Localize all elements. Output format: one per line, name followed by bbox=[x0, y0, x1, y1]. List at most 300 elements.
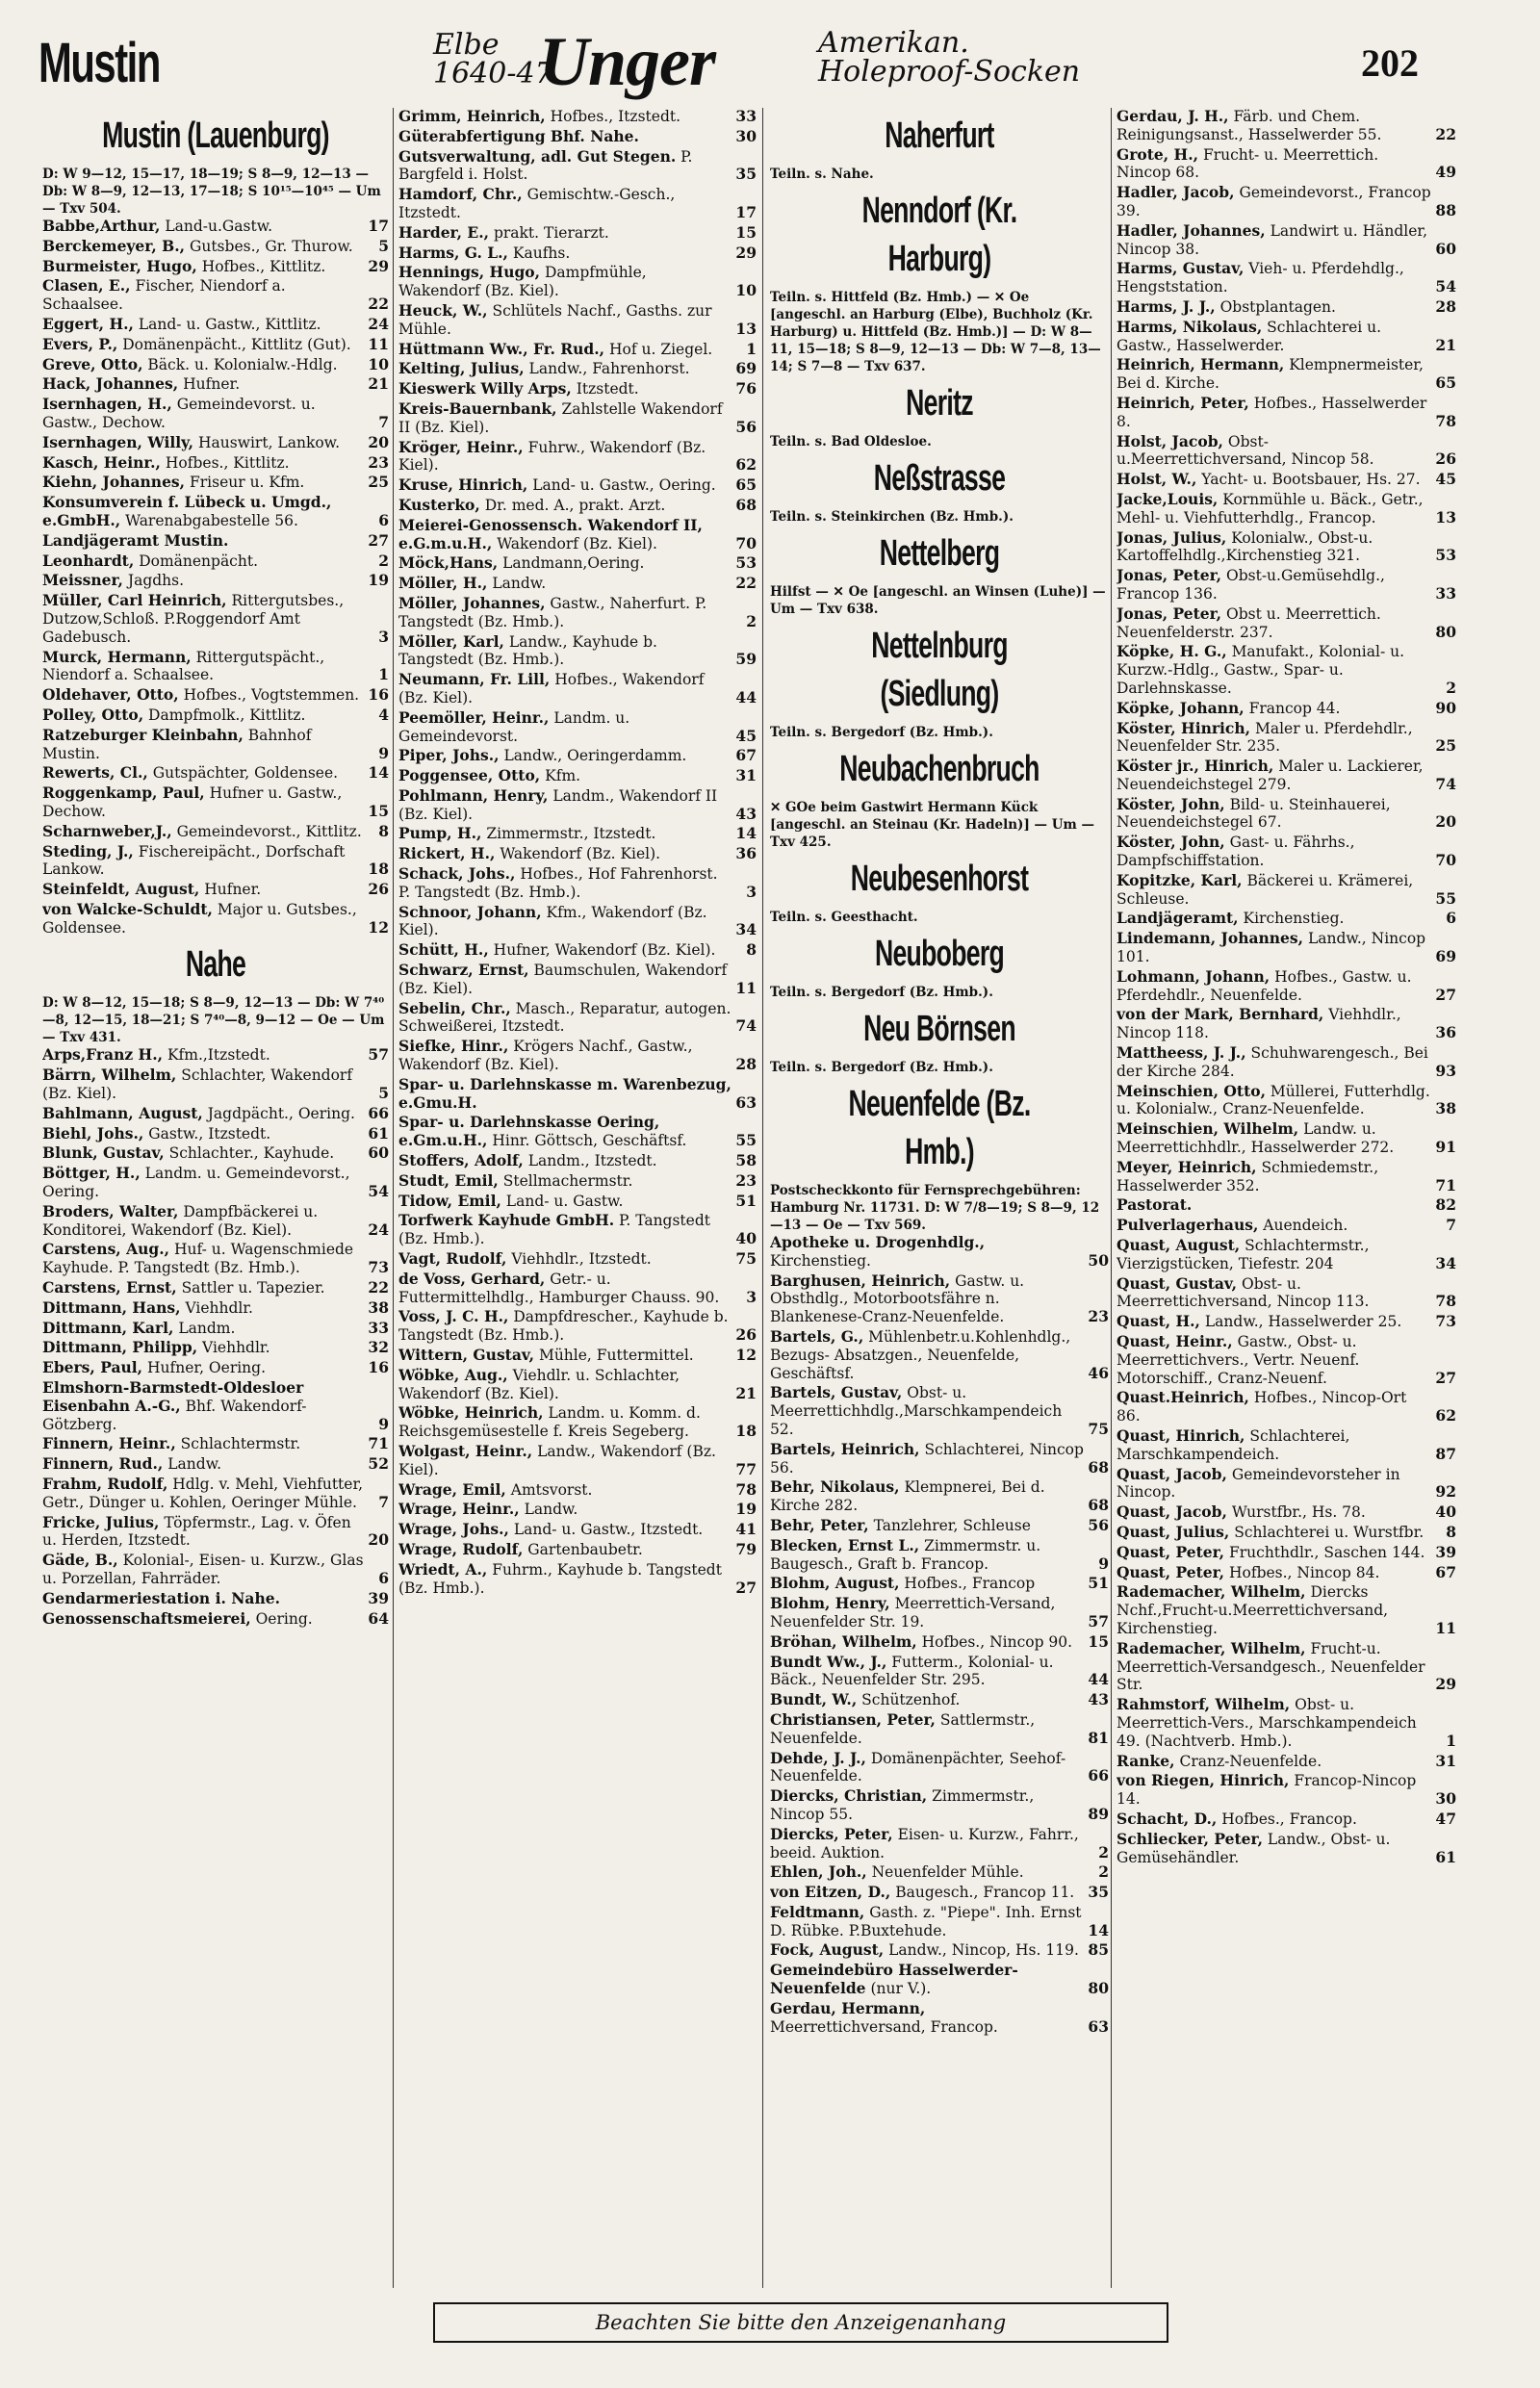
directory-entry bbox=[398, 1347, 757, 1365]
entry-name: Torfwerk Kayhude GmbH. bbox=[398, 1211, 615, 1230]
entry-name: Dittmann, Philipp, bbox=[42, 1338, 198, 1357]
footer-notice: Beachten Sie bitte den Anzeigenanhang bbox=[433, 2302, 1168, 2343]
entry-phone-number: 35 bbox=[735, 165, 757, 184]
entry-name: Wolgast, Heinr., bbox=[398, 1441, 533, 1460]
entry-phone-number: 18 bbox=[368, 860, 389, 879]
directory-entry bbox=[398, 941, 757, 960]
entry-phone-number: 69 bbox=[1435, 947, 1456, 966]
entry-detail: Gast- u. Fährhs., Dampfschiffstation. bbox=[1116, 834, 1355, 870]
entry-name: Apotheke u. Drogenhdlg., bbox=[770, 1233, 986, 1251]
entry-name: Scharnweber,J., bbox=[42, 821, 172, 840]
entry-phone-number: 55 bbox=[1435, 888, 1456, 908]
entry-name: Landjägeramt, bbox=[1116, 909, 1239, 928]
entry-detail: Landw., Oeringerdamm. bbox=[503, 747, 687, 765]
entry-detail: Fuhrm., Kayhude b. Tangstedt (Bz. Hmb.). bbox=[398, 1560, 722, 1597]
entry-phone-number: 11 bbox=[735, 978, 757, 997]
entry-name: Wittern, Gustav, bbox=[398, 1346, 535, 1364]
directory-entry bbox=[1116, 757, 1456, 794]
entry-name: Kusterko, bbox=[398, 495, 480, 514]
entry-phone-number: 14 bbox=[1088, 1920, 1109, 1939]
entry-phone-number: 74 bbox=[1435, 774, 1456, 793]
entry-detail: Gemeindevorst. u. Gastw., Dechow. bbox=[42, 396, 316, 431]
entry-name: Sebelin, Chr., bbox=[398, 998, 511, 1017]
entry-name: Siefke, Hinr., bbox=[398, 1037, 509, 1056]
directory-entry bbox=[42, 532, 389, 551]
directory-entry bbox=[1116, 1044, 1456, 1081]
entry-phone-number: 73 bbox=[1435, 1312, 1456, 1331]
directory-entry bbox=[42, 552, 389, 571]
entry-phone-number: 15 bbox=[368, 801, 389, 820]
entry-phone-number: 3 bbox=[746, 1287, 757, 1306]
entry-phone-number: 2 bbox=[746, 611, 757, 630]
entry-phone-number: 58 bbox=[735, 1151, 757, 1170]
entry-name: Harms, J. J., bbox=[1116, 296, 1216, 316]
entry-detail: Domänenpächt. bbox=[139, 552, 259, 570]
directory-entry bbox=[1116, 910, 1456, 928]
entry-detail: Obst-u.Gemüsehdlg., Francop 136. bbox=[1116, 567, 1385, 603]
town-note: ✕ GOe beim Gastwirt Hermann Kück [angeschl. an Steinau (Kr. Hadeln)] — Um — Txv 425. bbox=[770, 800, 1094, 850]
entry-detail: Amtsvorst. bbox=[510, 1480, 593, 1499]
entry-name: Broders, Walter, bbox=[42, 1201, 179, 1220]
directory-entry bbox=[42, 706, 389, 725]
entry-phone-number: 81 bbox=[1088, 1728, 1109, 1747]
entry-name: Bröhan, Wilhelm, bbox=[770, 1631, 917, 1651]
entry-detail: (nur V.). bbox=[870, 1980, 932, 1998]
entry-name: von der Mark, Bernhard, bbox=[1116, 1005, 1324, 1024]
directory-entry bbox=[398, 1308, 757, 1345]
directory-entry bbox=[1116, 1159, 1456, 1195]
entry-name: Grimm, Heinrich, bbox=[398, 108, 546, 125]
directory-entry bbox=[398, 108, 757, 126]
directory-entry bbox=[398, 439, 757, 475]
entry-phone-number: 69 bbox=[735, 359, 757, 378]
directory-entry bbox=[398, 1038, 757, 1074]
directory-entry bbox=[42, 1320, 389, 1338]
directory-entry bbox=[42, 238, 389, 256]
directory-entry bbox=[42, 1435, 389, 1453]
entry-name: Schack, Johs., bbox=[398, 864, 516, 884]
entry-name: Wrage, Emil, bbox=[398, 1479, 506, 1499]
directory-entry bbox=[1116, 260, 1456, 296]
entry-phone-number: 56 bbox=[735, 417, 757, 436]
directory-entry bbox=[1116, 1583, 1456, 1637]
entry-name: Kasch, Heinr., bbox=[42, 452, 161, 472]
directory-entry bbox=[398, 1114, 757, 1150]
entry-phone-number: 8 bbox=[378, 821, 389, 840]
entry-name: Gendarmeriestation i. Nahe. bbox=[42, 1588, 280, 1607]
directory-entry bbox=[42, 592, 389, 646]
directory-entry bbox=[42, 901, 389, 937]
entry-name: Burmeister, Hugo, bbox=[42, 256, 197, 275]
entry-detail: Dampfdrescher., Kayhude b. Tangstedt (Bz. Hmb.). bbox=[398, 1308, 729, 1345]
entry-detail: Francop 44. bbox=[1248, 699, 1341, 717]
directory-entry bbox=[398, 148, 757, 185]
entry-name: Hack, Johannes, bbox=[42, 374, 179, 394]
entry-phone-number: 77 bbox=[735, 1459, 757, 1478]
entry-name: Carstens, Ernst, bbox=[42, 1278, 177, 1297]
directory-entry bbox=[398, 186, 757, 222]
entry-detail: Hufner u. Gastw., Dechow. bbox=[42, 784, 343, 820]
directory-entry bbox=[42, 881, 389, 899]
entry-phone-number: 31 bbox=[735, 766, 757, 785]
entry-name: Lohmann, Johann, bbox=[1116, 966, 1270, 986]
entry-name: Roggenkamp, Paul, bbox=[42, 783, 205, 803]
entry-phone-number: 34 bbox=[735, 920, 757, 939]
entry-phone-number: 36 bbox=[735, 844, 757, 863]
entry-name: Babbe,Arthur, bbox=[42, 217, 161, 235]
entry-phone-number: 53 bbox=[735, 553, 757, 573]
entry-detail: Land- u. Gastw., Itzstedt. bbox=[513, 1521, 704, 1539]
entry-detail: Kirchenstieg. bbox=[1243, 910, 1345, 928]
directory-entry bbox=[42, 1105, 389, 1123]
entry-detail: Hofbes., Hof Fahrenhorst. P. Tangstedt (Bz. Hmb.). bbox=[398, 865, 718, 901]
entry-name: Eggert, H., bbox=[42, 314, 134, 333]
entry-phone-number: 6 bbox=[1446, 909, 1456, 928]
entry-detail: Obst-u.Meerrettichversand, Nincop 58. bbox=[1116, 432, 1374, 469]
entry-phone-number: 52 bbox=[368, 1454, 389, 1474]
entry-detail: Gastw., Naherfurt. P. Tangstedt (Bz. Hmb.). bbox=[398, 594, 707, 630]
entry-name: Rewerts, Cl., bbox=[42, 763, 148, 783]
entry-detail: Meerrettich-Versand, Neuenfelder Str. 19. bbox=[770, 1595, 1056, 1631]
entry-name: Hadler, Jacob, bbox=[1116, 183, 1235, 202]
entry-name: Heinrich, Peter, bbox=[1116, 393, 1249, 412]
directory-entry bbox=[1116, 1466, 1456, 1502]
entry-name: Gäde, B., bbox=[42, 1551, 118, 1570]
entry-phone-number: 26 bbox=[1435, 449, 1456, 469]
directory-entry bbox=[770, 1441, 1109, 1477]
directory-entry bbox=[42, 218, 389, 236]
entry-detail: Schmiedemstr., Hasselwerder 352. bbox=[1116, 1158, 1379, 1194]
entry-phone-number: 33 bbox=[1435, 583, 1456, 603]
entry-detail: Landm., Wakendorf II (Bz. Kiel). bbox=[398, 786, 718, 823]
entry-detail: Mühle, Futtermittel. bbox=[538, 1347, 694, 1364]
entry-name: Köster jr., Hinrich, bbox=[1116, 757, 1274, 776]
entry-name: Jonas, Peter, bbox=[1116, 603, 1222, 623]
entry-phone-number: 2 bbox=[1098, 1842, 1109, 1862]
entry-phone-number: 63 bbox=[1088, 2016, 1109, 2036]
directory-entry bbox=[770, 1537, 1109, 1574]
entry-detail: Dampfmolk., Kittlitz. bbox=[148, 706, 306, 724]
entry-detail: Land-u.Gastw. bbox=[165, 218, 273, 235]
entry-detail: Hofbes., Nincop-Ort 86. bbox=[1116, 1389, 1407, 1425]
directory-entry bbox=[770, 1595, 1109, 1631]
directory-entry bbox=[1116, 1083, 1456, 1119]
entry-name: Heuck, W., bbox=[398, 300, 488, 320]
entry-phone-number: 28 bbox=[735, 1055, 757, 1074]
directory-entry bbox=[42, 434, 389, 452]
entry-phone-number: 82 bbox=[1435, 1195, 1456, 1215]
entry-detail: Hofbes., Itzstedt. bbox=[550, 108, 681, 125]
directory-entry bbox=[42, 336, 389, 354]
entry-name: Schnoor, Johann, bbox=[398, 902, 542, 921]
entry-detail: Kolonialw., Obst-u. Kartoffelhdlg.,Kirchenstieg 321. bbox=[1116, 528, 1373, 565]
entry-name: de Voss, Gerhard, bbox=[398, 1269, 546, 1288]
directory-entry bbox=[42, 1144, 389, 1163]
ad-right-text: Amerikan. Holeproof-Socken bbox=[818, 26, 1081, 89]
entry-name: Wöbke, Aug., bbox=[398, 1365, 508, 1384]
entry-detail: Getr.- u. Futtermittelhdlg., Hamburger Chauss. 90. bbox=[398, 1270, 720, 1306]
entry-name: Güterabfertigung Bhf. Nahe. bbox=[398, 126, 639, 145]
entry-name: Rahmstorf, Wilhelm, bbox=[1116, 1695, 1291, 1714]
directory-entry bbox=[1116, 1196, 1456, 1215]
entry-name: Bartels, G., bbox=[770, 1326, 864, 1346]
entry-phone-number: 31 bbox=[1435, 1751, 1456, 1770]
entry-phone-number: 60 bbox=[368, 1143, 389, 1163]
directory-entry bbox=[398, 1172, 757, 1191]
entry-detail: Fruchthdlr., Saschen 144. bbox=[1229, 1543, 1425, 1561]
entry-detail: Schlachterei, Marschkampendeich. bbox=[1116, 1426, 1350, 1463]
entry-detail: Gasth. z. "Piepe". Inh. Ernst D. Rübke. P.Buxtehude. bbox=[770, 1903, 1082, 1939]
entry-detail: Huf- u. Wagenschmiede Kayhude. P. Tangstedt (Bz. Hmb.). bbox=[42, 1241, 354, 1277]
entry-phone-number: 35 bbox=[1088, 1883, 1109, 1902]
entry-phone-number: 91 bbox=[1435, 1138, 1456, 1157]
ad-brand-logo: Unger bbox=[539, 23, 716, 100]
entry-phone-number: 1 bbox=[1446, 1731, 1456, 1750]
entry-phone-number: 76 bbox=[735, 379, 757, 398]
directory-entry bbox=[770, 1711, 1109, 1748]
entry-detail: Yacht- u. Bootsbauer, Hs. 27. bbox=[1201, 471, 1421, 489]
entry-name: Gerdau, J. H., bbox=[1116, 108, 1229, 125]
entry-phone-number: 62 bbox=[735, 455, 757, 475]
entry-detail: Sattlermstr., Neuenfelde. bbox=[770, 1710, 1036, 1747]
entry-name: Bundt Ww., J., bbox=[770, 1652, 887, 1671]
directory-entry bbox=[398, 904, 757, 940]
entry-phone-number: 45 bbox=[735, 726, 757, 745]
entry-name: Fock, August, bbox=[770, 1940, 885, 1960]
column-divider bbox=[1111, 108, 1112, 2288]
town-heading: Nenndorf (Kr. Harburg) bbox=[861, 191, 1017, 279]
entry-detail: Gastw., Itzstedt. bbox=[148, 1124, 271, 1143]
entry-name: Quast, H., bbox=[1116, 1312, 1200, 1331]
entry-name: Quast, August, bbox=[1116, 1236, 1241, 1255]
entry-detail: Major u. Gutsbes., Goldensee. bbox=[42, 900, 357, 937]
entry-phone-number: 66 bbox=[368, 1103, 389, 1122]
entry-phone-number: 6 bbox=[378, 1569, 389, 1587]
entry-name: von Riegen, Hinrich, bbox=[1116, 1771, 1290, 1790]
entry-name: Finnern, Rud., bbox=[42, 1454, 164, 1474]
entry-phone-number: 22 bbox=[1435, 124, 1456, 143]
directory-entry bbox=[398, 1443, 757, 1479]
directory-entry bbox=[1116, 491, 1456, 527]
entry-phone-number: 40 bbox=[1435, 1502, 1456, 1522]
directory-entry bbox=[42, 454, 389, 473]
directory-entry bbox=[398, 341, 757, 359]
directory-entry bbox=[770, 1691, 1109, 1709]
entry-name: Holst, W., bbox=[1116, 470, 1197, 489]
directory-entry bbox=[398, 497, 757, 515]
directory-entry bbox=[42, 1379, 389, 1433]
entry-name: Murck, Hermann, bbox=[42, 647, 192, 666]
directory-entry bbox=[398, 1367, 757, 1403]
entry-name: von Walcke-Schuldt, bbox=[42, 899, 213, 918]
entry-detail: Landw., Hasselwerder 25. bbox=[1204, 1313, 1402, 1331]
directory-entry bbox=[42, 1046, 389, 1065]
entry-name: Wrage, Rudolf, bbox=[398, 1539, 524, 1558]
directory-entry bbox=[42, 375, 389, 394]
entry-name: Carstens, Aug., bbox=[42, 1240, 170, 1259]
entry-phone-number: 13 bbox=[1435, 507, 1456, 526]
entry-name: Arps,Franz H., bbox=[42, 1045, 163, 1065]
entry-detail: Bäckerei u. Krämerei, Schleuse. bbox=[1116, 871, 1414, 908]
entry-detail: Frucht-u. Meerrettich-Versandgesch., Neuenfelder Str. bbox=[1116, 1639, 1425, 1694]
entry-detail: Schlachtermstr. bbox=[180, 1435, 301, 1453]
entry-detail: Hinr. Göttsch, Geschäftsf. bbox=[492, 1132, 687, 1150]
entry-phone-number: 4 bbox=[378, 705, 389, 724]
directory-entry bbox=[1116, 1544, 1456, 1562]
entry-name: Kiehn, Johannes, bbox=[42, 473, 186, 492]
entry-detail: Viehhdlr., Itzstedt. bbox=[511, 1250, 652, 1269]
directory-entry bbox=[42, 1476, 389, 1512]
entry-phone-number: 57 bbox=[368, 1045, 389, 1065]
directory-entry bbox=[42, 1241, 389, 1277]
directory-entry bbox=[770, 1863, 1109, 1882]
directory-entry bbox=[1116, 1275, 1456, 1312]
entry-detail: Landm. u. Gemeindevorst. bbox=[398, 708, 630, 745]
entry-detail: Landm., Itzstedt. bbox=[527, 1152, 657, 1170]
entry-name: Ratzeburger Kleinbahn, bbox=[42, 725, 244, 744]
entry-detail: Kfm., Wakendorf (Bz. Kiel). bbox=[398, 903, 707, 939]
entry-detail: Gastw. u. Obsthdlg., Motorbootsfähre n. Blankenese-Cranz-Neuenfelde. bbox=[770, 1271, 1025, 1326]
entry-phone-number: 22 bbox=[368, 295, 389, 314]
directory-entry bbox=[398, 244, 757, 263]
entry-name: Möck,Hans, bbox=[398, 553, 499, 573]
directory-entry bbox=[398, 1541, 757, 1559]
entry-phone-number: 8 bbox=[746, 940, 757, 960]
entry-detail: Obst- u. Meerrettichversand, Nincop 113. bbox=[1116, 1274, 1370, 1311]
entry-name: Blohm, Henry, bbox=[770, 1594, 890, 1613]
entry-name: Finnern, Heinr., bbox=[42, 1434, 176, 1453]
entry-name: Blohm, August, bbox=[770, 1574, 900, 1593]
entry-detail: Maler u. Lackierer, Neuendeichstegel 279. bbox=[1116, 757, 1424, 793]
entry-name: Quast, Gustav, bbox=[1116, 1273, 1238, 1293]
entry-detail: Wakendorf (Bz. Kiel). bbox=[500, 845, 661, 863]
entry-name: Böttger, H., bbox=[42, 1164, 141, 1183]
entry-name: Genossenschaftsmeierei, bbox=[42, 1608, 251, 1628]
entry-phone-number: 30 bbox=[1435, 1789, 1456, 1809]
directory-entry bbox=[770, 1884, 1109, 1902]
entry-detail: Kfm. bbox=[545, 767, 581, 785]
directory-entry bbox=[42, 258, 389, 276]
entry-name: Meissner, bbox=[42, 571, 123, 590]
entry-phone-number: 87 bbox=[1435, 1444, 1456, 1463]
entry-detail: Landw., Wakendorf (Bz. Kiel). bbox=[398, 1442, 716, 1478]
entry-detail: Maler u. Pferdehdlr., Neuenfelder Str. 235. bbox=[1116, 719, 1413, 756]
entry-detail: Landw., Kayhude b. Tangstedt (Bz. Hmb.). bbox=[398, 632, 657, 669]
directory-entry bbox=[398, 264, 757, 300]
directory-column-4 bbox=[1116, 108, 1456, 2288]
entry-detail: Landw. u. Meerrettichhdlr., Hasselwerder 272. bbox=[1116, 1120, 1395, 1157]
entry-detail: Landm. u. Gemeindevorst., Oering. bbox=[42, 1165, 350, 1201]
entry-phone-number: 54 bbox=[368, 1182, 389, 1201]
entry-detail: Kolonial-, Eisen- u. Kurzw., Glas u. Porzellan, Fahrräder. bbox=[42, 1552, 364, 1587]
entry-phone-number: 9 bbox=[378, 1414, 389, 1433]
entry-phone-number: 9 bbox=[1098, 1553, 1109, 1573]
entry-phone-number: 68 bbox=[1088, 1457, 1109, 1476]
entry-phone-number: 17 bbox=[735, 202, 757, 221]
directory-entry bbox=[1116, 1753, 1456, 1771]
entry-phone-number: 26 bbox=[368, 880, 389, 899]
directory-entry bbox=[1116, 796, 1456, 833]
entry-name: Fricke, Julius, bbox=[42, 1512, 160, 1531]
entry-phone-number: 24 bbox=[368, 1220, 389, 1239]
entry-name: Grote, H., bbox=[1116, 144, 1198, 164]
entry-detail: Stellmachermstr. bbox=[502, 1171, 633, 1190]
directory-entry bbox=[398, 517, 757, 553]
entry-detail: Töpfermstr., Lag. v. Öfen u. Herden, Itzstedt. bbox=[42, 1513, 351, 1550]
entry-detail: Zimmermstr. u. Baugesch., Graft b. Francop. bbox=[770, 1536, 1041, 1573]
entry-phone-number: 29 bbox=[735, 243, 757, 262]
entry-name: Holst, Jacob, bbox=[1116, 431, 1223, 450]
directory-entry bbox=[1116, 1389, 1456, 1425]
entry-detail: Kornmühle u. Bäck., Getr., Mehl- u. Viehfutterhdlg., Francop. bbox=[1116, 490, 1424, 526]
entry-detail: Hofbes., Kittlitz. bbox=[165, 453, 290, 472]
entry-phone-number: 28 bbox=[1435, 296, 1456, 316]
directory-entry bbox=[770, 1904, 1109, 1940]
entry-detail: Itzstedt. bbox=[576, 380, 639, 398]
entry-phone-number: 3 bbox=[378, 627, 389, 646]
entry-phone-number: 7 bbox=[1446, 1216, 1456, 1235]
entry-detail: Dampfbäckerei u. Konditorei, Wakendorf (Bz. Kiel). bbox=[42, 1202, 319, 1239]
directory-entry bbox=[398, 709, 757, 746]
entry-detail: Hofbes., Wakendorf (Bz. Kiel). bbox=[398, 671, 705, 706]
directory-entry bbox=[770, 1962, 1109, 1998]
directory-entry bbox=[42, 1552, 389, 1588]
entry-name: Stoffers, Adolf, bbox=[398, 1151, 524, 1170]
entry-name: Schliecker, Peter, bbox=[1116, 1829, 1263, 1848]
entry-name: Behr, Nikolaus, bbox=[770, 1477, 900, 1497]
town-heading: Naherfurt bbox=[885, 116, 994, 156]
directory-entry bbox=[398, 224, 757, 243]
entry-name: Barghusen, Heinrich, bbox=[770, 1271, 951, 1290]
entry-phone-number: 36 bbox=[1435, 1023, 1456, 1042]
entry-name: Jonas, Peter, bbox=[1116, 566, 1222, 585]
entry-phone-number: 30 bbox=[735, 126, 757, 145]
entry-name: Hadler, Johannes, bbox=[1116, 220, 1266, 240]
entry-name: Isernhagen, H., bbox=[42, 395, 172, 414]
directory-entry bbox=[42, 1610, 389, 1629]
entry-phone-number: 93 bbox=[1435, 1061, 1456, 1080]
directory-entry bbox=[42, 1455, 389, 1474]
directory-entry bbox=[398, 865, 757, 902]
entry-phone-number: 7 bbox=[378, 1492, 389, 1511]
entry-name: Gemeindebüro Hasselwerder-Neuenfelde bbox=[770, 1961, 1018, 1998]
entry-name: Jacke,Louis, bbox=[1116, 489, 1219, 508]
town-note: Teiln. s. Nahe. bbox=[770, 167, 874, 182]
entry-name: Gutsverwaltung, adl. Gut Stegen. bbox=[398, 146, 677, 166]
entry-name: Polley, Otto, bbox=[42, 705, 144, 724]
entry-name: Quast, Heinr., bbox=[1116, 1332, 1233, 1350]
entry-detail: Land- u. Gastw. bbox=[505, 1192, 624, 1210]
entry-detail: Gemeindevorst., Francop 39. bbox=[1116, 184, 1431, 219]
entry-phone-number: 79 bbox=[735, 1539, 757, 1558]
entry-name: Meyer, Heinrich, bbox=[1116, 1157, 1257, 1176]
directory-entry bbox=[398, 825, 757, 843]
entry-phone-number: 10 bbox=[735, 281, 757, 300]
entry-name: Meinschien, Wilhelm, bbox=[1116, 1119, 1299, 1139]
directory-entry bbox=[770, 1234, 1109, 1271]
directory-entry bbox=[398, 1076, 757, 1113]
entry-phone-number: 7 bbox=[378, 412, 389, 431]
directory-entry bbox=[1116, 1217, 1456, 1235]
entry-name: Hamdorf, Chr., bbox=[398, 185, 523, 204]
directory-entry bbox=[42, 356, 389, 374]
directory-entry bbox=[1116, 319, 1456, 355]
entry-detail: Schlachterei u. Gastw., Hasselwerder. bbox=[1116, 318, 1382, 354]
entry-phone-number: 20 bbox=[368, 432, 389, 451]
entry-name: Peemöller, Heinr., bbox=[398, 707, 550, 727]
entry-name: Kopitzke, Karl, bbox=[1116, 870, 1243, 889]
directory-entry bbox=[42, 649, 389, 685]
